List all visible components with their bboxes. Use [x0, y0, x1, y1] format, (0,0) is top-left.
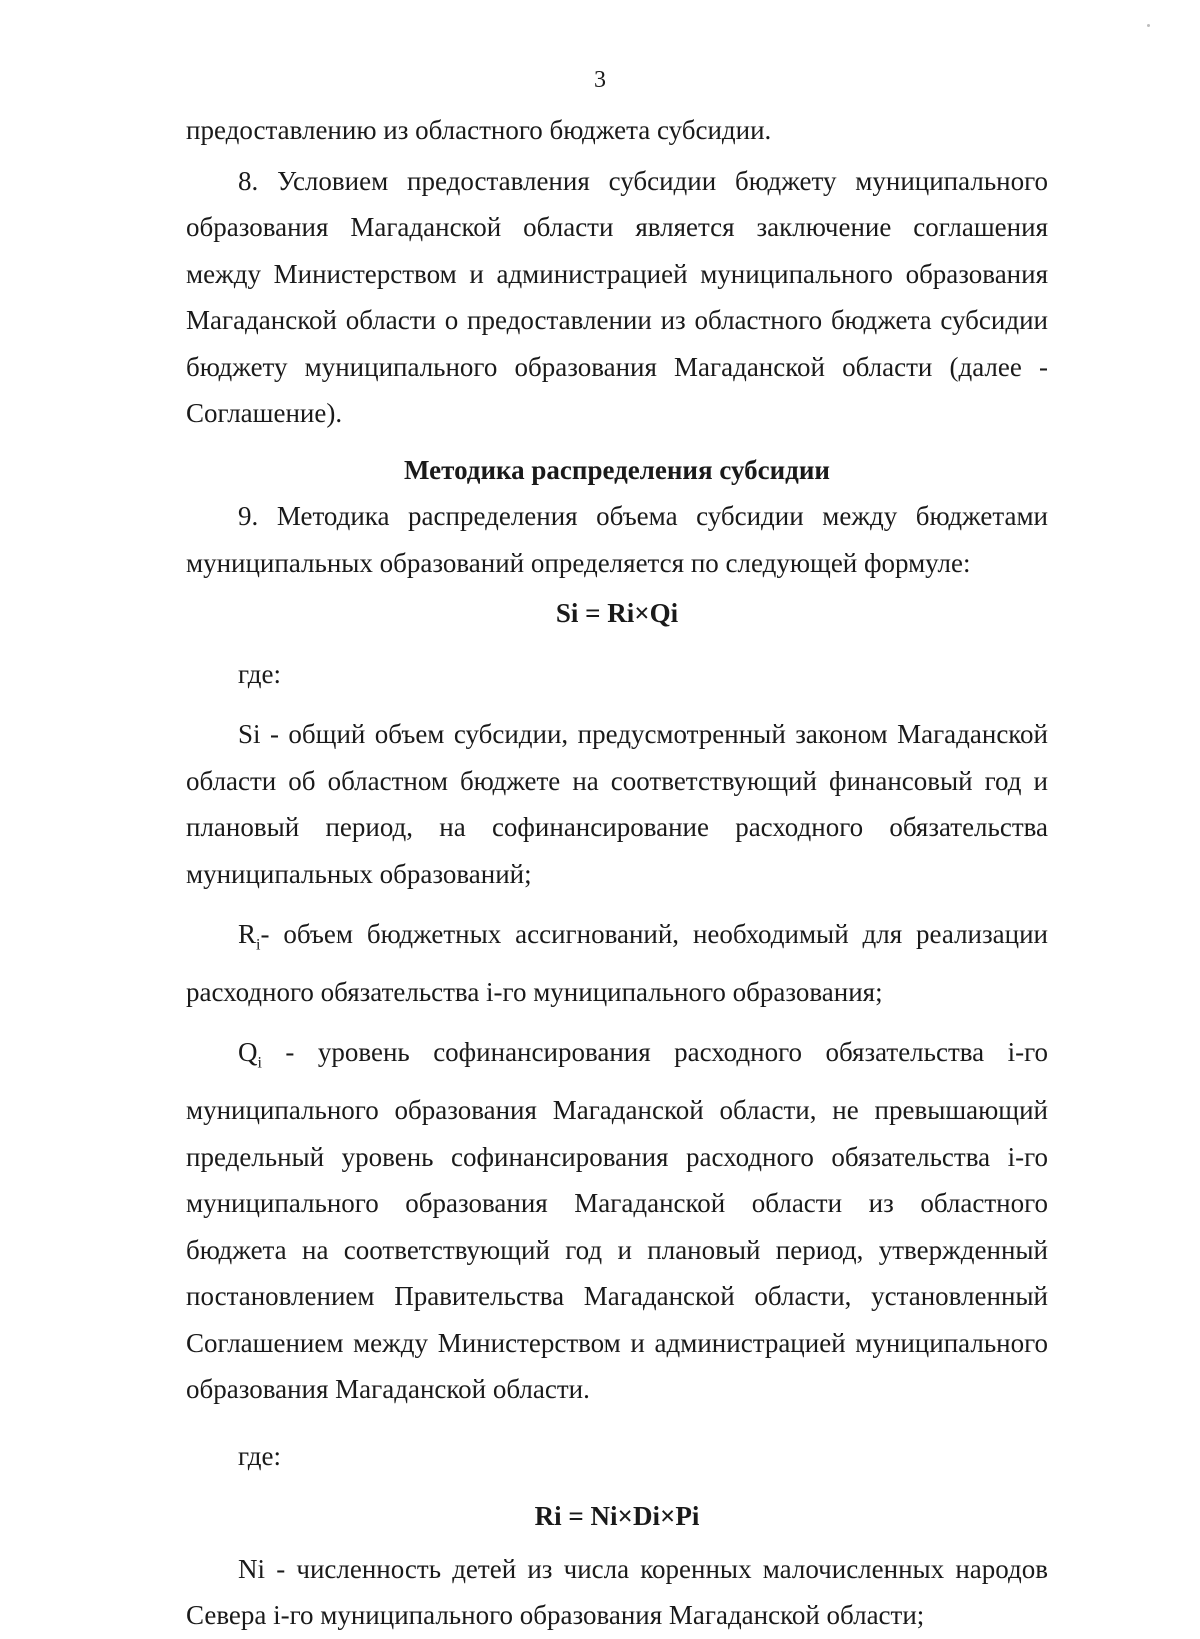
qi-symbol: Q	[238, 1037, 258, 1068]
paragraph-continuation: предоставлению из областного бюджета субсидии.	[186, 115, 772, 145]
page-number: 3	[594, 67, 606, 93]
formula-ri: Ri = Ni×Di×Pi	[534, 1501, 700, 1532]
scan-speck	[1147, 24, 1150, 27]
paragraph-9: 9. Методика распределения объема субсидии между бюджетами муниципальных образований определяется по следующей формуле:	[186, 501, 1048, 578]
formula-si: Si = Ri×Qi	[555, 598, 679, 628]
qi-definition-text: - уровень софинансирования расходного обязательства i-го муниципального образования Магаданской области, не превышающий предельный уровень софинансирования расходного обязательства i-го муниципального образования Магаданской области из областного бюджета на соответствующий год и плановый период, утвержденный постановлением Правительства Магаданской области, установленный Соглашением между Министерством и администрацией муниципального образования Магаданской области.	[186, 1037, 1048, 1405]
definition-si: Si - общий объем субсидии, предусмотренный законом Магаданской области об областном бюджете на соответствующий финансовый год и плановый период, на софинансирование расходного обязательства муниципальных образований;	[186, 719, 1048, 889]
ri-subscript: i	[256, 936, 261, 954]
definition-ri	[186, 911, 1048, 1015]
definition-qi	[186, 1029, 1048, 1412]
qi-subscript: i	[257, 1054, 262, 1072]
ri-definition-text: - объем бюджетных ассигнований, необходимый для реализации расходного обязательства i-го муниципального образования;	[186, 919, 1048, 1007]
where-label-2: где:	[238, 1440, 281, 1471]
ri-symbol: R	[238, 919, 257, 949]
paragraph-8: 8. Условием предоставления субсидии бюджету муниципального образования Магаданской области является заключение соглашения между Министерством и администрацией муниципального образования Магаданской области о предоставлении из областного бюджета субсидии бюджету муниципального образования Магаданской области (далее - Соглашение).	[186, 165, 1048, 428]
document-body	[186, 107, 1048, 1639]
where-label-1: где:	[238, 658, 281, 689]
definition-ni: Ni - численность детей из числа коренных малочисленных народов Севера i-го муниципального образования Магаданской области;	[186, 1553, 1048, 1631]
section-heading: Методика распределения субсидии	[404, 454, 830, 485]
